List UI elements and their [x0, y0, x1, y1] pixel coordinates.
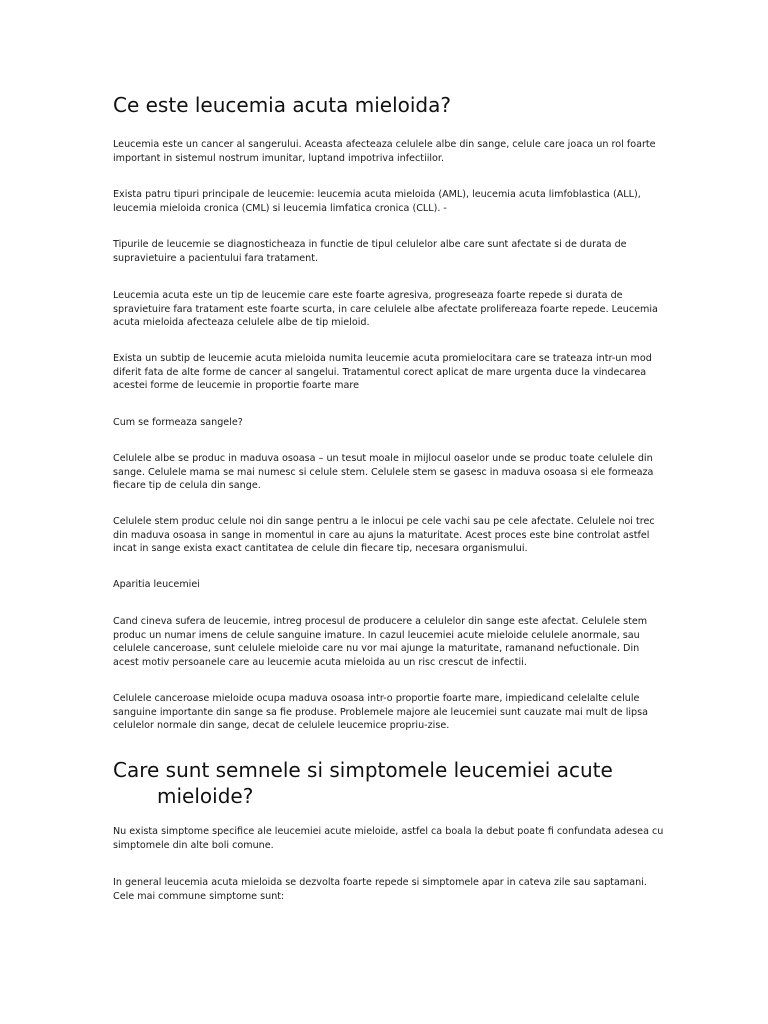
- text-line: In general leucemia acuta mieloida se dezvolta foarte repede si simptomele apar in cateva zile sau saptamani.: [113, 877, 647, 888]
- text-line: celulelor normale din sange, decat de celulele leucemice propriu-zise.: [113, 720, 450, 731]
- paragraph: [113, 876, 653, 903]
- text-line: spravietuire fara tratament este foarte scurta, in care celulele albe afectate prolifereaza foarte repede. Leucemia: [113, 303, 658, 315]
- paragraph: [113, 692, 653, 733]
- text-line: celulele canceroase, sunt celulele mieloide care nu vor mai ajunge la maturitate, ramanand nefuctionale. Din: [113, 643, 640, 654]
- text-line: Exista patru tipuri principale de leucemie: leucemia acuta mieloida (AML), leucemia acuta limfoblastica (ALL),: [113, 189, 641, 200]
- text-line: sange. Celulele mama se mai numesc si celule stem. Celulele stem se gasesc in maduva osoasa si ele formeaza: [113, 466, 654, 478]
- text-line: acuta mieloida afecteaza celulele albe de tip mieloid.: [113, 317, 370, 328]
- heading-line: mieloide?: [157, 784, 254, 808]
- text-line: Cum se formeaza sangele?: [113, 417, 243, 428]
- text-line: Cand cineva sufera de leucemie, intreg procesul de producere a celulelor din sange este afectat. Celulele stem: [113, 616, 648, 627]
- text-line: fiecare tip de celula din sange.: [113, 480, 261, 491]
- text-line: sanguine importante din sange sa fie produse. Problemele majore ale leucemiei sunt cauzate mai mult de lipsa: [113, 706, 648, 718]
- paragraph: [113, 515, 653, 556]
- text-line: Nu exista simptome specifice ale leucemiei acute mieloide, astfel ca boala la debut poate fi confundata adesea cu: [113, 826, 664, 837]
- text-line: Leucemia este un cancer al sangerului. Aceasta afecteaza celulele albe din sange, celule care joaca un rol foarte: [113, 139, 656, 150]
- text-line: incat in sange exista exact cantitatea de celule din fiecare tip, necesara organismului.: [113, 543, 528, 554]
- paragraph: [113, 416, 653, 430]
- text-line: produc un numar imens de celule sanguine imature. In cazul leucemiei acute mieloide celulele anormale, sau: [113, 629, 640, 641]
- paragraph: [113, 615, 653, 669]
- text-line: supravietuire a pacientului fara tratament.: [113, 252, 319, 264]
- paragraph: [113, 138, 656, 165]
- text-line: important in sistemul nostrum imunitar, luptand impotriva infectiilor.: [113, 152, 445, 164]
- text-line: Celulele stem produc celule noi din sange pentru a le inlocui pe cele vachi sau pe cele afectate. Celulele noi trec: [113, 516, 655, 527]
- text-line: Cele mai commune simptome sunt:: [113, 890, 285, 902]
- text-line: acestei forme de leucemie in proportie foarte mare: [113, 380, 359, 391]
- text-line: diferit fata de alte forme de cancer al sangelui. Tratamentul corect aplicat de mare urgenta duce la vindecarea: [113, 366, 647, 378]
- text-line: Tipurile de leucemie se diagnosticheaza in functie de tipul celulelor albe care sunt afectate si de durata de: [113, 239, 627, 250]
- paragraph: [113, 188, 653, 215]
- text-line: acest motiv persoanele care au leucemie acuta mieloida au un risc crescut de infectii.: [113, 656, 527, 668]
- text-line: simptomele din alte boli comune.: [113, 839, 274, 851]
- paragraph: [113, 825, 664, 852]
- paragraph: [113, 238, 653, 265]
- text-line: Celulele canceroase mieloide ocupa maduva osoasa intr-o proportie foarte mare, impiedicand celelalte celule: [113, 693, 640, 704]
- text-line: leucemia mieloida cronica (CML) si leucemia limfatica cronica (CLL). -: [113, 202, 447, 214]
- text-line: Exista un subtip de leucemie acuta mieloida numita leucemie acuta promielocitara care se trateaza intr-un mod: [113, 353, 652, 364]
- text-line: Leucemia acuta este un tip de leucemie care este foarte agresiva, progreseaza foarte repede si durata de: [113, 290, 623, 301]
- section-heading: [113, 757, 613, 809]
- text-line: Aparitia leucemiei: [113, 579, 200, 590]
- page-title: Ce este leucemia acuta mieloida?: [113, 93, 451, 117]
- paragraph: [113, 289, 658, 330]
- text-line: din maduva osoasa in sange in momentul in care au ajuns la maturitate. Acest proces este bine controlat astfel: [113, 529, 650, 541]
- heading-line: Care sunt semnele si simptomele leucemiei acute: [113, 758, 613, 782]
- text-line: Celulele albe se produc in maduva osoasa – un tesut moale in mijlocul oaselor unde se produc toate celulele din: [113, 453, 653, 464]
- paragraph: [113, 352, 653, 393]
- paragraph: [113, 578, 653, 592]
- paragraph: [113, 452, 653, 493]
